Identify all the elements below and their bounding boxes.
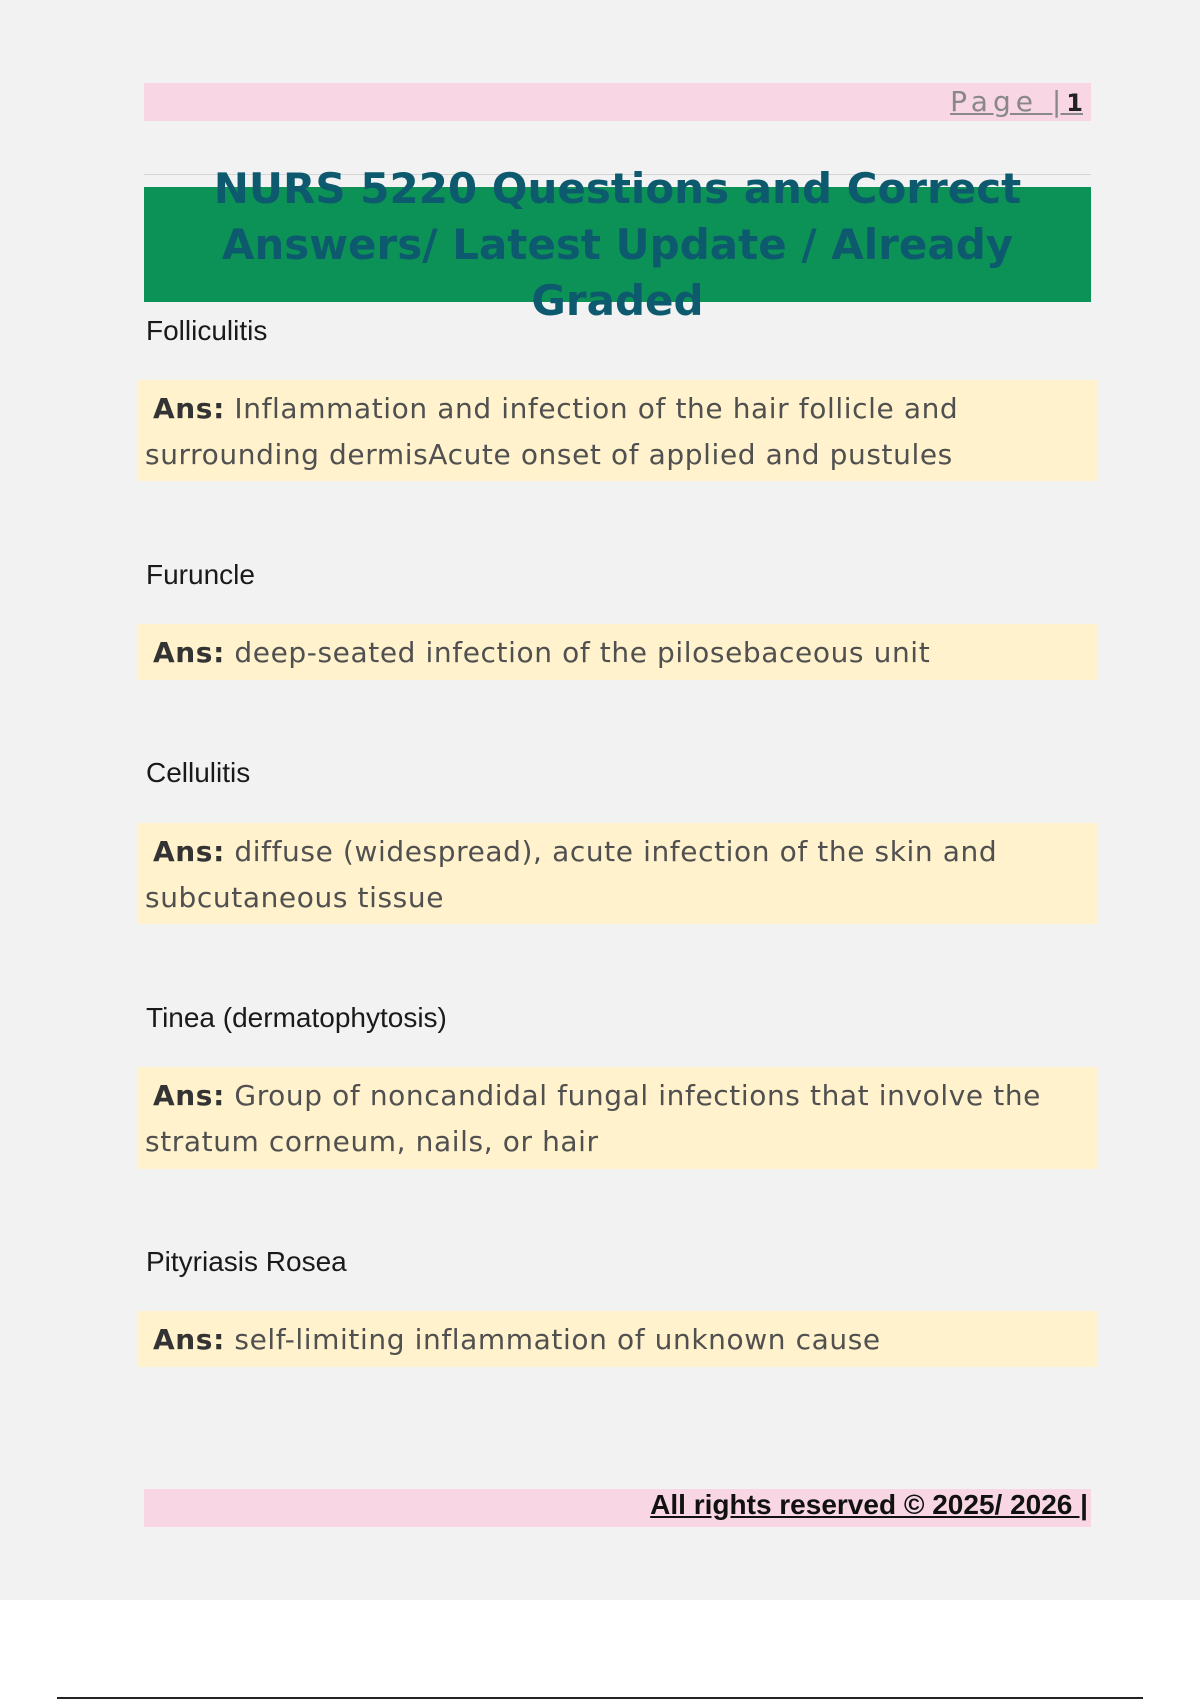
answer-body: Inflammation and infection of the hair follicle and surrounding dermisAcute onset of applied and pustules — [145, 392, 959, 471]
answer-text — [145, 630, 1089, 676]
answer-body: self-limiting inflammation of unknown cause — [234, 1323, 881, 1356]
answer-box — [137, 624, 1097, 680]
answer-body: diffuse (widespread), acute infection of the skin and subcutaneous tissue — [145, 835, 998, 914]
answer-text — [145, 1073, 1089, 1165]
question-term-pityriasis-rosea: Pityriasis Rosea — [146, 1246, 347, 1277]
answer-box — [137, 823, 1097, 924]
question-term-tinea: Tinea (dermatophytosis) — [146, 1002, 447, 1033]
answer-label: Ans: — [153, 835, 225, 868]
answer-box — [137, 1067, 1097, 1169]
page-label: Page — [950, 85, 1038, 118]
answer-label: Ans: — [153, 1323, 225, 1356]
answer-text — [145, 386, 1089, 478]
answer-body: deep-seated infection of the pilosebaceous unit — [234, 636, 931, 669]
document-title: NURS 5220 Questions and Correct Answers/ Latest Update / Already Graded — [213, 163, 1022, 325]
question-term-folliculitis: Folliculitis — [146, 315, 268, 346]
answer-text — [145, 829, 1089, 921]
answer-box — [137, 380, 1097, 481]
copyright-notice: All rights reserved © 2025/ 2026 | — [650, 1489, 1088, 1520]
bottom-rule — [57, 1697, 1143, 1699]
question-term-cellulitis: Cellulitis — [146, 757, 251, 788]
question-term-furuncle: Furuncle — [146, 559, 255, 590]
title-banner — [144, 163, 1091, 325]
answer-label: Ans: — [153, 636, 225, 669]
page-footer-band — [144, 1489, 1091, 1527]
page-header-band — [144, 83, 1091, 121]
answer-box — [137, 1311, 1097, 1367]
page-number: 1 — [1066, 89, 1083, 117]
answer-text — [145, 1317, 1089, 1363]
page-indicator — [950, 85, 1083, 118]
answer-body: Group of noncandidal fungal infections that involve the stratum corneum, nails, or hair — [145, 1079, 1042, 1158]
answer-label: Ans: — [153, 1079, 225, 1112]
page-separator: | — [1051, 85, 1067, 118]
answer-label: Ans: — [153, 392, 225, 425]
